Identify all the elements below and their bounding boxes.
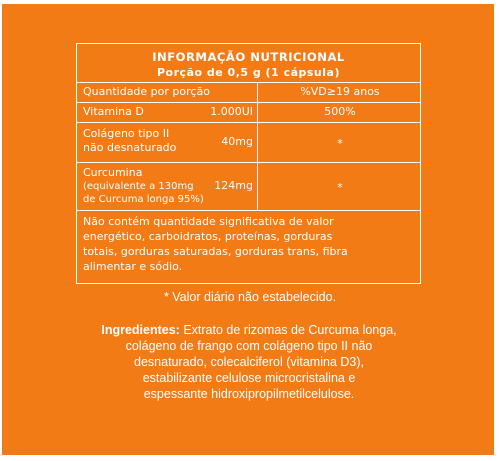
serving-size: Porção de 0,5 g (1 cápsula) bbox=[157, 66, 340, 79]
ingredients-line: Extrato de rizomas de Curcuma longa, bbox=[179, 323, 397, 337]
row-dv: * bbox=[337, 137, 343, 150]
row-amount: 1.000UI bbox=[210, 105, 253, 118]
ingredients-text bbox=[74, 322, 424, 402]
row-amount: 40mg bbox=[221, 135, 253, 148]
divider bbox=[77, 122, 420, 123]
column-divider bbox=[257, 82, 258, 210]
ingredients-line: estabilizante celulose microcristalina e bbox=[142, 371, 356, 385]
row-dv: * bbox=[337, 181, 343, 194]
row-name-cont: não desnaturado bbox=[83, 141, 177, 154]
ingredients-line: colágeno de frango com colágeno tipo II não bbox=[125, 339, 373, 353]
ingredients-line: espessante hidroxipropilmetilcelulose. bbox=[143, 387, 355, 401]
divider bbox=[77, 102, 420, 103]
header-quantity: Quantidade por porção bbox=[83, 85, 210, 98]
nutrition-table bbox=[76, 43, 421, 284]
note-line: energético, carboidratos, proteínas, gorduras bbox=[83, 230, 333, 243]
note-line: totais, gorduras saturadas, gorduras trans, fibra bbox=[83, 245, 348, 258]
row-amount: 124mg bbox=[214, 179, 253, 192]
divider bbox=[77, 82, 420, 83]
header-dv: %VD≥19 anos bbox=[300, 85, 380, 98]
row-name: Vitamina D bbox=[83, 105, 144, 118]
note-line: Não contém quantidade significativa de valor bbox=[83, 215, 334, 228]
ingredients-line: desnaturado, colecalciferol (vitamina D3), bbox=[134, 355, 364, 369]
ingredients-label: Ingredientes: bbox=[101, 323, 180, 337]
table-title: INFORMAÇÃO NUTRICIONAL bbox=[152, 50, 345, 64]
row-name-cont: de Curcuma longa 95%) bbox=[83, 194, 204, 205]
note-line: alimentar e sódio. bbox=[83, 260, 183, 273]
row-name-cont: (equivalente a 130mg bbox=[83, 181, 194, 192]
divider bbox=[77, 162, 420, 163]
row-dv: 500% bbox=[324, 105, 356, 118]
row-name: Colágeno tipo II bbox=[83, 127, 170, 140]
divider bbox=[77, 210, 420, 211]
footnote: * Valor diário não estabelecido. bbox=[163, 290, 337, 304]
row-name: Curcumina bbox=[83, 166, 143, 179]
